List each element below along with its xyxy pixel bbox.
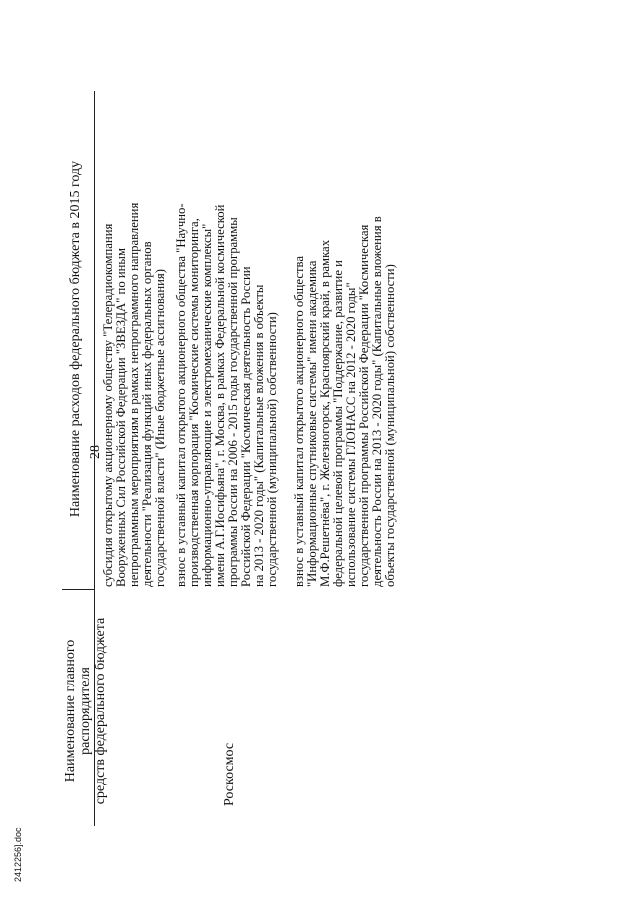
expenditure-entry-iss — [293, 91, 397, 587]
column-header-agency-line: средств федерального бюджета — [93, 617, 108, 805]
expenditure-entry-kosmicheskie-sistemy — [175, 91, 279, 587]
expenditure-cell — [102, 91, 397, 587]
entry-line: программы России на 2006 - 2015 годы государственной программы — [226, 217, 240, 587]
page-number: 28 — [88, 445, 103, 459]
entry-line: деятельность России на 2013 - 2020 годы" (Капитальные вложения в — [370, 216, 384, 587]
entry-line: федеральной целевой программы "Поддержание, развитие и — [331, 260, 345, 587]
entry-line: "Информационные спутниковые системы" имени академика — [305, 260, 319, 587]
column-header-agency — [63, 596, 108, 826]
entry-line: на 2013 - 2020 годы" (Капитальные вложения в объекты — [252, 284, 266, 587]
entry-line: Вооруженных Сил Российской Федерации "ЗВЕЗДА" по иным — [114, 248, 128, 587]
entry-line: государственной (муниципальной) собственности) — [265, 312, 279, 587]
agency-cell: Роскосмос — [222, 742, 237, 806]
column-header-agency-line: Наименование главного распорядителя — [63, 639, 93, 783]
header-rule — [94, 91, 95, 826]
entry-line: Российской Федерации "Космическая деятельность России — [239, 266, 253, 587]
entry-line: непрограммным мероприятиям в рамках непрограммного направления — [127, 202, 141, 587]
entry-line: использование системы ГЛОНАСС на 2012 - 2020 годы" — [344, 282, 358, 587]
entry-line: имени А.Г.Иосифьяна", г. Москва, в рамках Федеральной космической — [213, 204, 227, 587]
expenditure-entry-zvezda — [102, 91, 167, 587]
entry-line: деятельности "Реализация функций иных федеральных органов — [140, 241, 154, 587]
entry-line: объекты государственной (муниципальной) собственности) — [383, 264, 397, 587]
column-header-expenditure: Наименование расходов федерального бюджета в 2015 году — [68, 160, 83, 518]
entry-line: М.Ф.Решетнёва", г. Железногорск, Красноярский край, в рамках — [318, 239, 332, 587]
entry-line: субсидия открытому акционерному обществу "Телерадиокомпания — [101, 223, 115, 587]
entry-line: информационно-управляющие и электромеханические комплексы" — [200, 223, 214, 587]
entry-line: взнос в уставный капитал открытого акционерного общества — [292, 256, 306, 587]
document-file-code: 2412256].doc — [13, 827, 23, 882]
entry-line: взнос в уставный капитал открытого акционерного общества "Научно- — [174, 203, 188, 587]
column-divider — [62, 589, 94, 590]
entry-line: государственной программы Российской Федерации "Космическая — [357, 224, 371, 587]
entry-line: производственная корпорация "Космические системы мониторинга, — [187, 218, 201, 587]
entry-line: государственной власти" (Иные бюджетные ассигнования) — [153, 269, 167, 587]
expenditure-table — [62, 91, 510, 826]
